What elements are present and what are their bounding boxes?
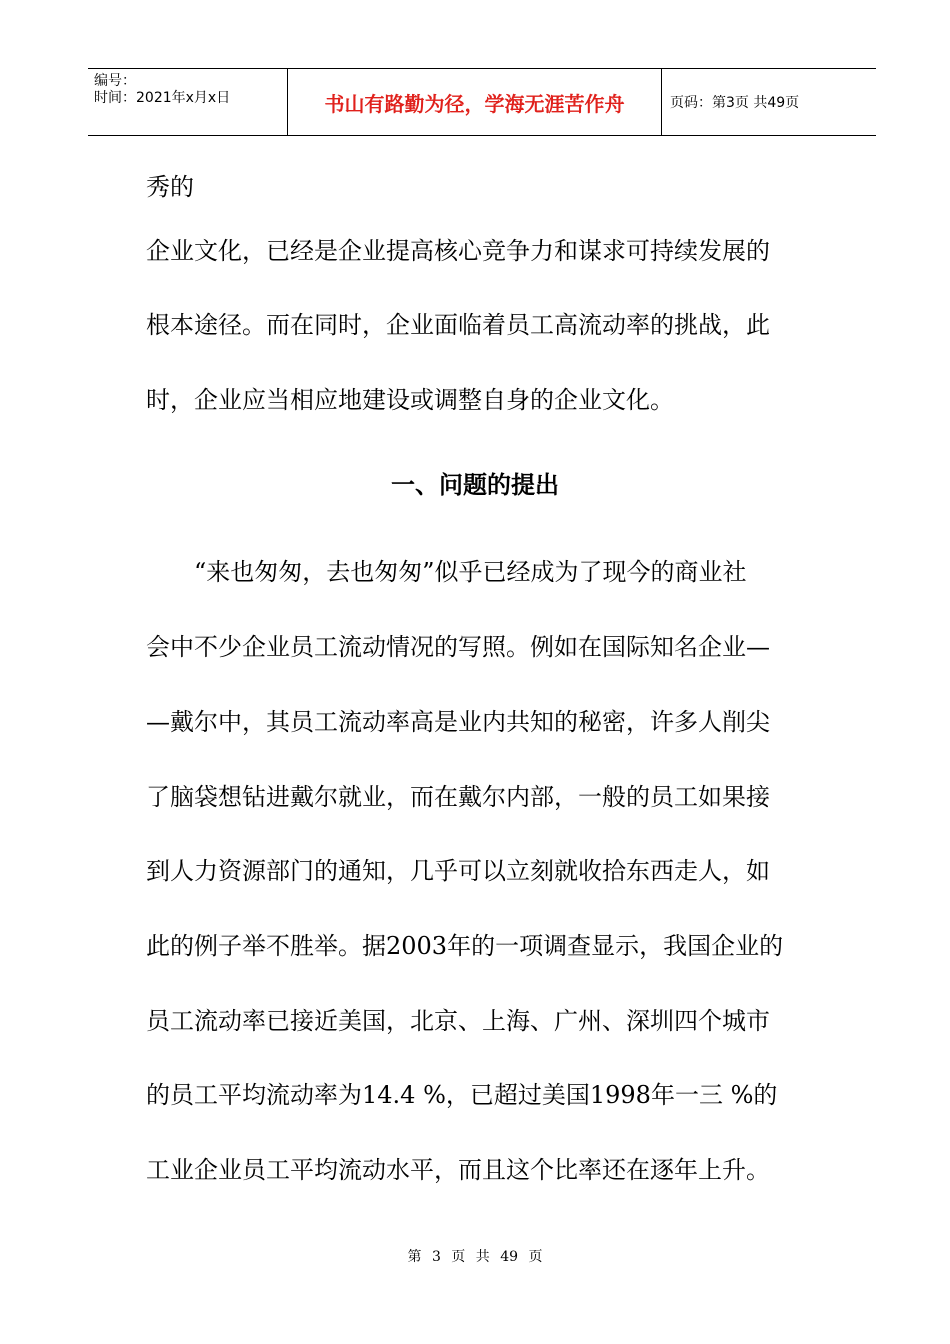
body-line: 根本途径。而在同时，企业面临着员工高流动率的挑战，此 <box>146 311 770 339</box>
header-meta <box>88 69 288 135</box>
paragraph-line: 工业企业员工平均流动水平，而且这个比率还在逐年上升。 <box>146 1156 770 1184</box>
paragraph-line: 此的例子举不胜举。据2003年的一项调查显示，我国企业的 <box>146 932 784 960</box>
paragraph-line: 了脑袋想钻进戴尔就业，而在戴尔内部，一般的员工如果接 <box>146 783 770 811</box>
paragraph-line: 员工流动率已接近美国，北京、上海、广州、深圳四个城市 <box>146 1007 770 1035</box>
paragraph-line: 到人力资源部门的通知，几乎可以立刻就收拾东西走人，如 <box>146 857 770 885</box>
page-footer: 第 3 页 共 49 页 <box>407 1249 543 1265</box>
body-line: 秀的 <box>146 173 194 201</box>
body-line: 时，企业应当相应地建设或调整自身的企业文化。 <box>146 386 674 414</box>
paragraph-line: 会中不少企业员工流动情况的写照。例如在国际知名企业— <box>146 633 770 661</box>
number-label: 编号： <box>94 73 136 89</box>
paragraph-line: “来也匆匆，去也匆匆”似乎已经成为了现今的商业社 <box>146 558 747 586</box>
header-page-code: 页码：第3页 共49页 <box>670 95 800 111</box>
header-motto-cell <box>288 69 662 135</box>
time-label: 时间：2021年x月x日 <box>94 90 231 106</box>
page-header <box>88 68 876 136</box>
header-motto: 书山有路勤为径，学海无涯苦作舟 <box>324 91 625 116</box>
section-heading: 一、问题的提出 <box>391 471 559 499</box>
body-line: 企业文化，已经是企业提高核心竞争力和谋求可持续发展的 <box>146 237 770 265</box>
paragraph-line: —戴尔中，其员工流动率高是业内共知的秘密，许多人削尖 <box>146 708 770 736</box>
paragraph-line: 的员工平均流动率为14.4 %，已超过美国1998年一三 %的 <box>146 1081 778 1109</box>
